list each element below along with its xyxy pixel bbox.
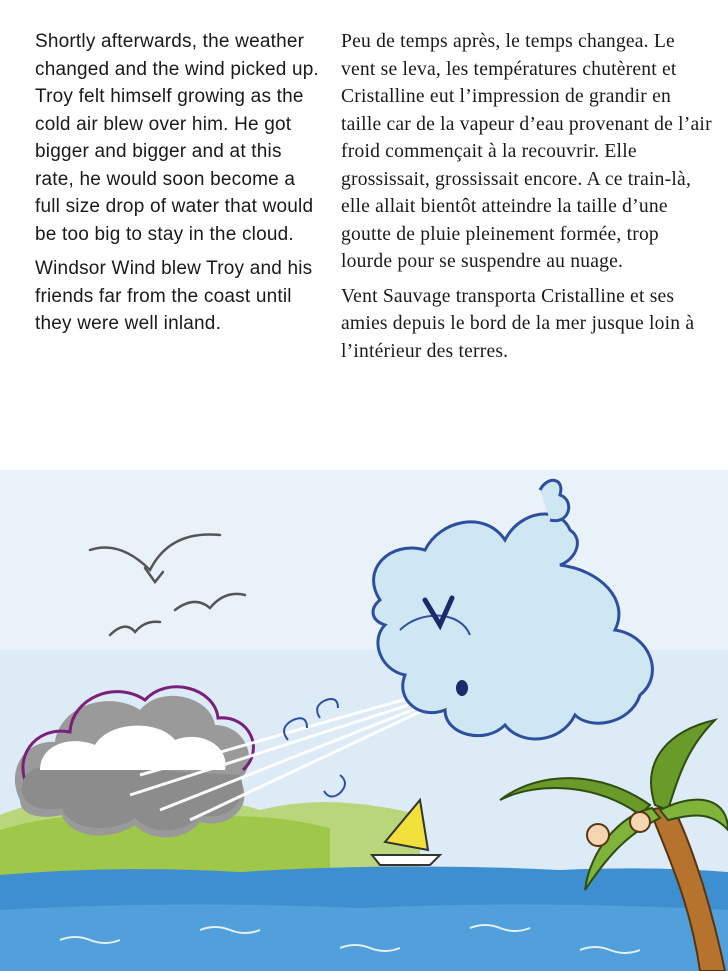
french-paragraph-1: Peu de temps après, le temps changea. Le vent se leva, les températures chutèrent et Cristalline eut l’impression de grandir en taille car de la vapeur d’eau provenant de l’air froid commençait à la recouvrir. Elle grossissait, grossissait encore. A ce train-là, elle allait bientôt atteindre la taille d’une goutte de pluie pleinement formée, trop lourde pour se suspendre au nuage.: [341, 31, 712, 272]
english-paragraph-2: Windsor Wind blew Troy and his friends far from the coast until they were well inland.: [35, 258, 313, 334]
french-text-column: [341, 28, 713, 372]
sea-light: [0, 904, 728, 971]
wind-cloud-mouth: [456, 680, 468, 696]
coconut-face-2: [630, 812, 650, 832]
story-illustration: [0, 470, 728, 971]
english-paragraph-1: Shortly afterwards, the weather changed and the wind picked up. Troy felt himself growing as the cold air blew over him. He got bigger and bigger and at this rate, he would soon become a full size drop of water that would be too big to stay in the cloud.: [35, 31, 320, 245]
english-text-column: [35, 28, 325, 345]
illustration-svg: [0, 470, 728, 971]
french-paragraph-2: Vent Sauvage transporta Cristalline et ses amies depuis le bord de la mer jusque loin à l’intérieur des terres.: [341, 285, 695, 362]
coconut-face-1: [587, 824, 609, 846]
